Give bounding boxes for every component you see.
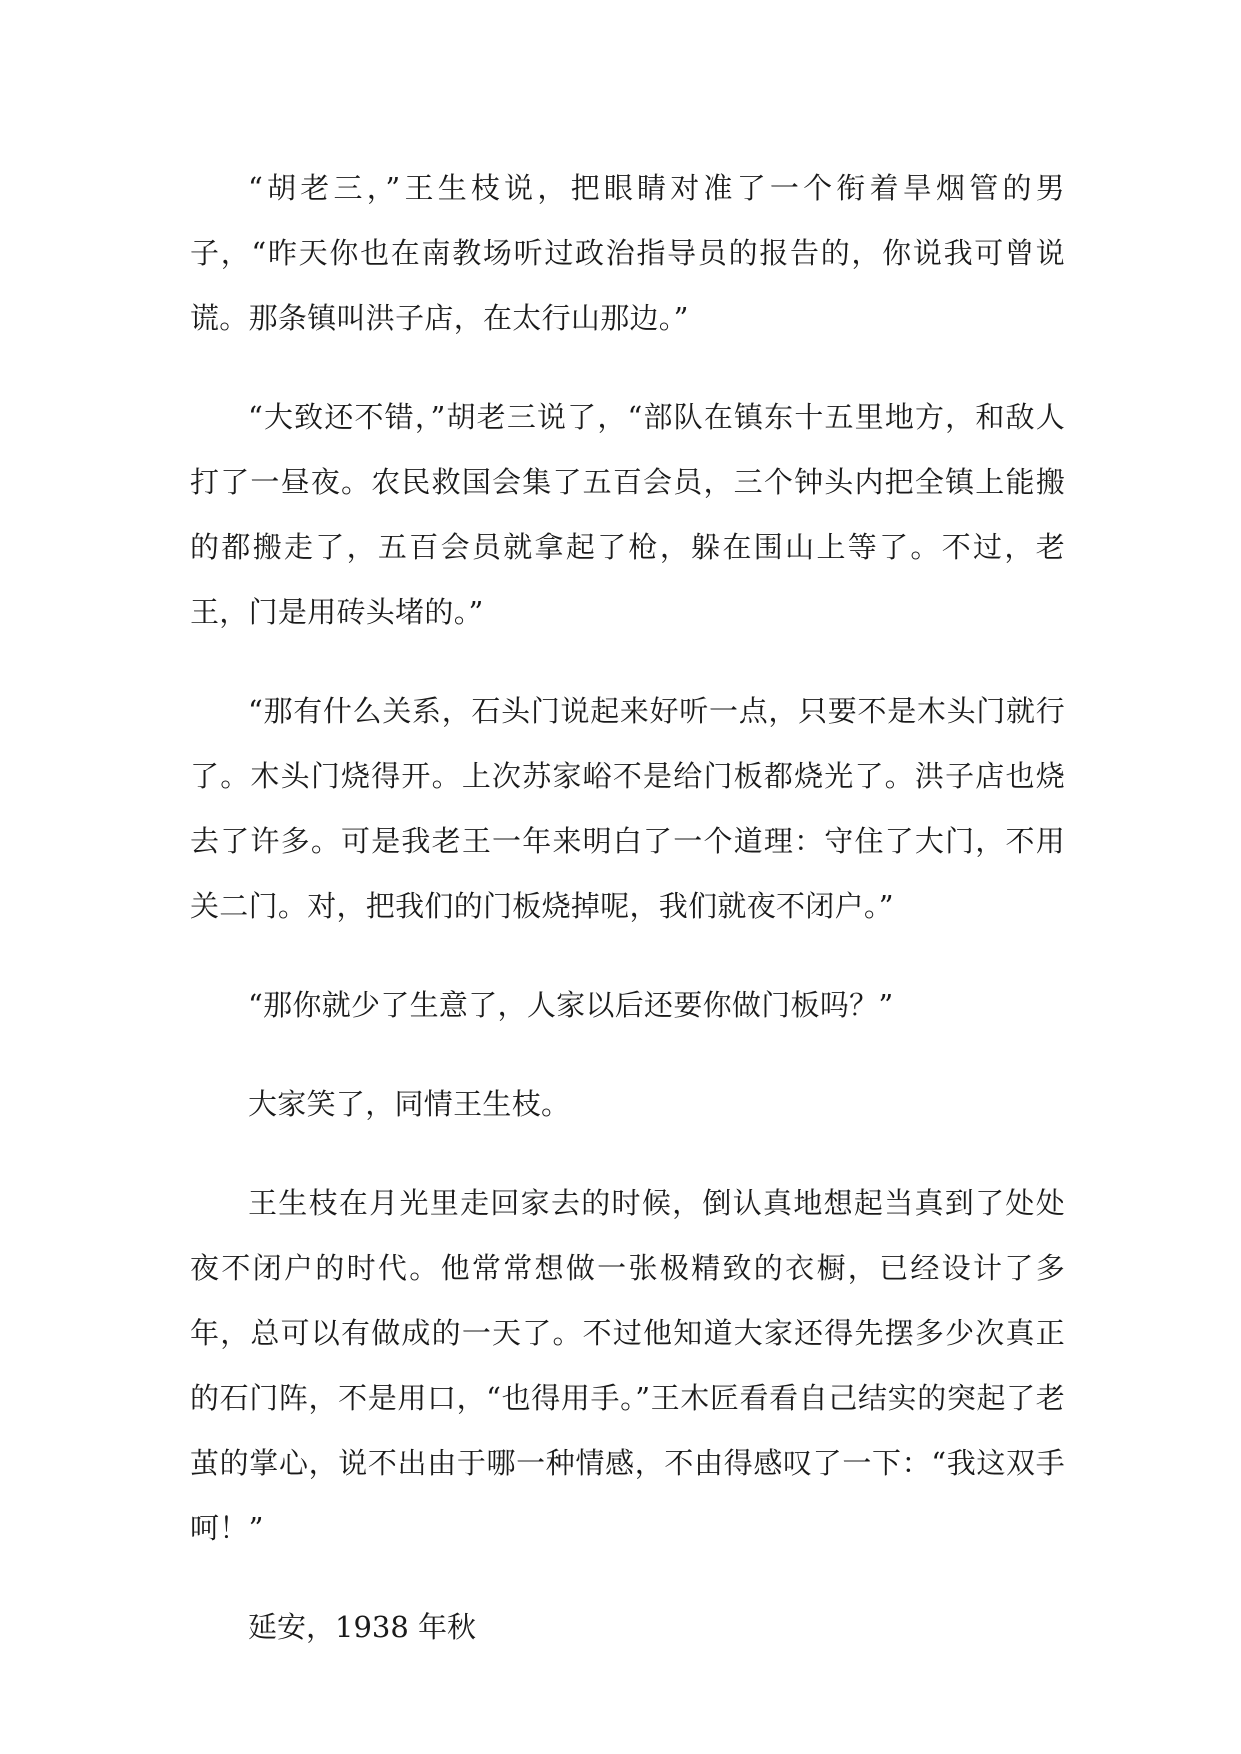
paragraph-2: “大致还不错，”胡老三说了，“部队在镇东十五里地方，和敌人打了一昼夜。农民救国会集了五百会员，三个钟头内把全镇上能搬的都搬走了，五百会员就拿起了枪，躲在围山上等了。不过，老王，门是用砖头堵的。” xyxy=(190,400,1065,629)
paragraph-4: “那你就少了生意了，人家以后还要你做门板吗？” xyxy=(248,988,894,1022)
paragraph-1: “胡老三，”王生枝说，把眼睛对准了一个衔着旱烟管的男子，“昨天你也在南教场听过政治指导员的报告的，你说我可曾说谎。那条镇叫洪子店，在太行山那边。” xyxy=(190,171,1065,335)
dateline: 延安，1938 年秋 xyxy=(248,1610,477,1644)
paragraph-5: 大家笑了，同情王生枝。 xyxy=(248,1087,571,1121)
paragraph-6: 王生枝在月光里走回家去的时候，倒认真地想起当真到了处处夜不闭户的时代。他常常想做一张极精致的衣橱，已经设计了多年，总可以有做成的一天了。不过他知道大家还得先摆多少次真正的石门阵，不是用口，“也得用手。”王木匠看看自己结实的突起了老茧的掌心，说不出由于哪一种情感，不由得感叹了一下：“我这双手呵！” xyxy=(190,1186,1065,1545)
paragraph-3: “那有什么关系，石头门说起来好听一点，只要不是木头门就行了。木头门烧得开。上次苏家峪不是给门板都烧光了。洪子店也烧去了许多。可是我老王一年来明白了一个道理：守住了大门，不用关二门。对，把我们的门板烧掉呢，我们就夜不闭户。” xyxy=(190,694,1065,923)
document-body xyxy=(190,156,1065,1660)
